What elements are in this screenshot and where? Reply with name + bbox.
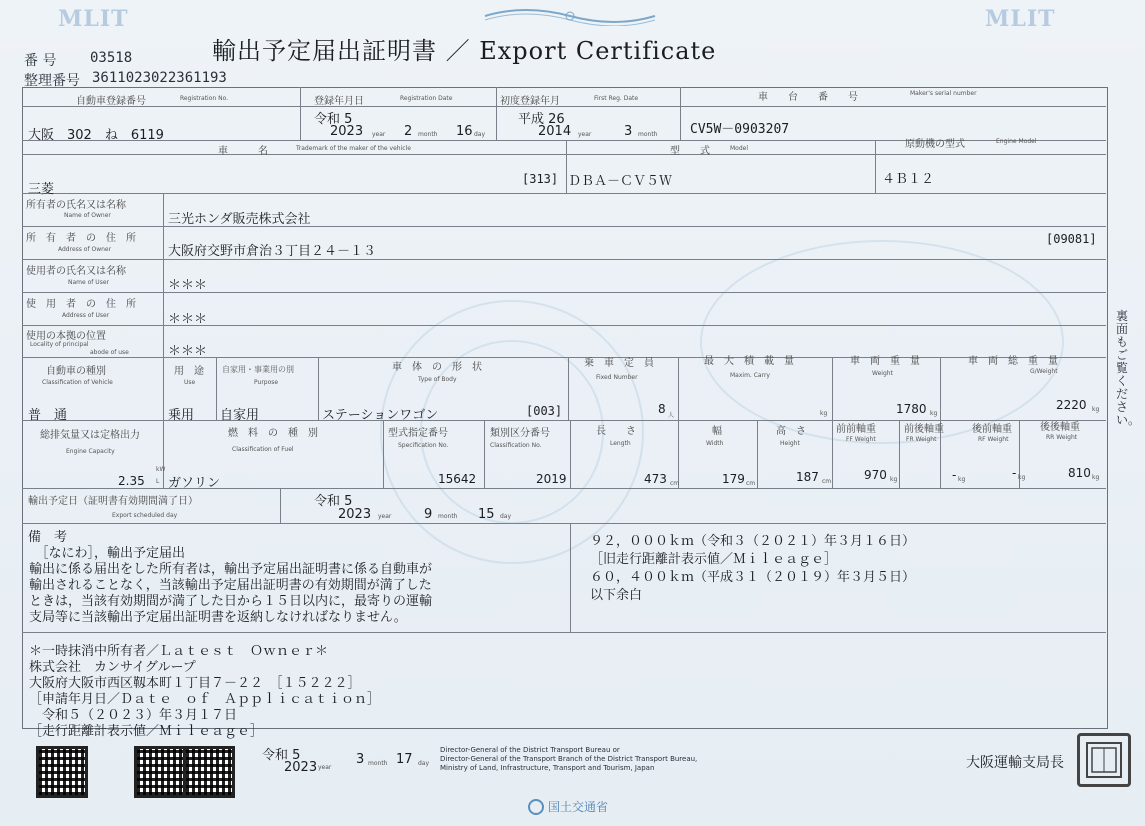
engine-capacity-value: 2.35 (118, 474, 145, 488)
owner-line: 大阪府大阪市西区靱本町１丁目７－２２ ［１５２２２］ (29, 676, 361, 691)
ff-label-en: FF Weight (846, 436, 876, 443)
regdate-era: 令和 5 (314, 112, 353, 127)
carry-label: 最 大 積 載 量 (704, 356, 794, 367)
owner-addr-value: 大阪府交野市倉治３丁目２４－１３ (168, 244, 377, 259)
use-label-en: Use (184, 379, 196, 386)
unit-month: month (438, 513, 458, 520)
owner-line: 株式会社 カンサイグループ (29, 660, 196, 675)
gweight-label: 車 両 総 重 量 (968, 356, 1058, 367)
export-month: 9 (424, 507, 433, 522)
body-value: ステーションワゴン (322, 408, 439, 423)
engine-capacity-label: 総排気量又は定格出力 (40, 430, 140, 441)
capacity-unit: 人 (668, 412, 675, 419)
length-label: 長 さ (596, 426, 636, 437)
office-name: 大阪運輸支局長 (966, 755, 1064, 771)
ministry-name: 国土交通省 (548, 800, 609, 814)
unit-month: month (418, 131, 438, 138)
cls-value: 2019 (536, 472, 567, 486)
width-label: 幅 (712, 426, 722, 437)
fr-label-en: FR Weight (906, 436, 937, 443)
owner-name-label: 所有者の氏名又は名称 (26, 200, 126, 211)
owner-addr-label: 所 有 者 の 住 所 (26, 233, 136, 244)
remarks-line: 支局等に当該輸出予定届出証明書を返納しなければなりません。 (29, 610, 407, 625)
user-name-label-en: Name of User (68, 279, 109, 286)
unit-day: day (500, 513, 512, 520)
kg-unit: kg (890, 476, 898, 483)
gweight-label-en: G/Weight (1030, 368, 1058, 375)
capacity-label-en: Fixed Number (596, 374, 638, 381)
fr-value: - (952, 468, 957, 482)
use-value: 乗用 (168, 408, 195, 423)
purpose-value: 自家用 (220, 408, 260, 423)
regdate-day: 16 (456, 124, 473, 139)
ref-label: 整理番号 (24, 73, 80, 89)
user-addr-label: 使 用 者 の 住 所 (26, 299, 136, 310)
issue-day: 17 (396, 752, 413, 767)
chassis-value: CV5W－0903207 (690, 122, 790, 137)
unit-year: year (378, 513, 392, 520)
qr-code-icon (134, 746, 186, 798)
rr-label: 後後軸重 (1040, 422, 1080, 433)
document-title: 輸出予定届出証明書 ／ Export Certificate (212, 37, 717, 65)
kg-unit: kg (1092, 474, 1100, 481)
cls-label: 類別区分番号 (490, 428, 550, 439)
length-label-en: Length (610, 440, 631, 447)
ornament-icon (480, 4, 660, 26)
ref-value: 3611023022361193 (92, 70, 227, 86)
carry-label-en: Maxim. Carry (730, 372, 770, 379)
rr-value: 810 (1068, 466, 1091, 480)
mileage-line: ９２，０００ｋｍ（令和３（２０２１）年３月１６日） (590, 534, 916, 549)
fuel-label-en: Classification of Fuel (232, 446, 294, 453)
base-value: ＊＊＊ (168, 344, 208, 359)
user-name-label: 使用者の氏名又は名称 (26, 266, 126, 277)
chassis-label-en: Maker's serial number (910, 90, 977, 97)
issuer-line: Director-General of the Transport Branch of the District Transport Bureau, (440, 755, 698, 763)
ff-value: 970 (864, 468, 887, 482)
export-label-en: Export scheduled day (112, 512, 178, 519)
class-value: 普 通 (28, 408, 68, 423)
mileage-line: ６０，４００ｋｍ（平成３１（２０１９）年３月５日） (590, 570, 916, 585)
reg-value: 大阪 302 ね 6119 (28, 128, 164, 143)
issue-month: 3 (356, 752, 365, 767)
model-label: 型 式 (670, 146, 710, 157)
purpose-label-en: Purpose (254, 379, 279, 386)
unit-day: day (474, 131, 486, 138)
spec-value: 15642 (438, 472, 477, 486)
class-label-en: Classification of Vehicle (42, 379, 113, 386)
mlit-logo-right: MLIT (985, 6, 1056, 32)
cm-unit: cm (670, 480, 680, 487)
reg-label: 自動車登録番号 (76, 96, 146, 107)
issuer-line: Ministry of Land, Infrastructure, Transport and Tourism, Japan (440, 764, 655, 772)
engine-label-en: Engine Model (996, 138, 1037, 145)
body-code: [003] (526, 404, 563, 418)
regdate-label: 登録年月日 (314, 96, 364, 107)
issuer-line: Director-General of the District Transport Bureau or (440, 746, 620, 754)
capacity-unit-kw: kW (156, 466, 166, 473)
engine-value: ４Ｂ１２ (882, 172, 935, 187)
unit-day: day (418, 760, 430, 767)
body-label: 車 体 の 形 状 (392, 362, 482, 373)
issue-year: 2023 (284, 760, 318, 775)
rf-label-en: RF Weight (978, 436, 1009, 443)
first-year: 2014 (538, 124, 572, 139)
ff-label: 前前軸重 (836, 424, 876, 435)
owner-name-value: 三光ホンダ販売株式会社 (168, 212, 311, 227)
vehicle-name-label: 車 名 (218, 146, 268, 157)
unit-month: month (638, 131, 658, 138)
weight-value: 1780 (896, 402, 927, 416)
capacity-unit-l: L (156, 478, 160, 485)
rr-label-en: RR Weight (1046, 434, 1078, 441)
kg-unit: kg (958, 476, 966, 483)
owner-line: ［走行距離計表示値／Ｍｉｌｅａｇｅ］ (29, 724, 264, 739)
owner-line: 令和５（２０２３）年３月１７日 (29, 708, 238, 723)
fuel-label: 燃 料 の 種 別 (228, 428, 318, 439)
qr-code-icon (36, 746, 88, 798)
rf-value: - (1012, 466, 1017, 480)
rf-label: 後前軸重 (972, 424, 1012, 435)
serial-label: 番 号 (24, 53, 57, 69)
issue-era: 令和 5 (262, 748, 301, 763)
user-addr-value: ＊＊＊ (168, 312, 208, 327)
regdate-label-en: Registration Date (400, 95, 453, 102)
qr-code-icon (183, 746, 235, 798)
purpose-label: 自家用・事業用の別 (222, 365, 294, 374)
use-label: 用 途 (174, 366, 204, 377)
ministry-mark (528, 798, 608, 815)
owner-addr-code: [09081] (1046, 232, 1097, 246)
height-label: 高 さ (776, 426, 806, 437)
unit-year: year (372, 131, 386, 138)
owner-line: ＊一時抹消中所有者／Ｌａｔｅｓｔ Ｏｗｎｅｒ＊ (29, 644, 329, 659)
export-label: 輸出予定日（証明書有効期間満了日） (28, 496, 198, 507)
base-label: 使用の本拠の位置 (26, 331, 106, 342)
first-era: 平成 26 (518, 112, 565, 127)
owner-line: ［申請年月日／Ｄａｔｅ ｏｆ Ａｐｐｌｉｃａｔｉｏｎ］ (29, 692, 381, 707)
base-label-en2: abode of use (90, 349, 129, 356)
reg-label-en: Registration No. (180, 95, 229, 102)
owner-name-label-en: Name of Owner (64, 212, 111, 219)
cm-unit: cm (746, 480, 756, 487)
first-month: 3 (624, 124, 633, 139)
unit-year: year (318, 764, 332, 771)
length-value: 473 (644, 472, 667, 486)
mlit-logo-left: MLIT (58, 6, 129, 32)
mileage-line: ［旧走行距離計表示値／Ｍｉｌｅａｇｅ］ (590, 552, 838, 567)
carry-unit: kg (820, 410, 828, 417)
regdate-month: 2 (404, 124, 413, 139)
export-era: 令和 5 (314, 494, 353, 509)
user-addr-label-en: Address of User (62, 312, 110, 319)
model-label-en: Model (730, 145, 749, 152)
user-name-value: ＊＊＊ (168, 278, 208, 293)
weight-label-en: Weight (872, 370, 893, 377)
kg-unit: kg (1092, 406, 1100, 413)
side-note: 裏面もご覧ください。 (1116, 309, 1141, 427)
ministry-logo-icon (528, 799, 544, 815)
model-code: [313] (522, 172, 559, 186)
seal-icon (1084, 740, 1124, 780)
remarks-line: ［なにわ］，輸出予定届出 (29, 546, 186, 561)
unit-year: year (578, 131, 592, 138)
serial-value: 03518 (90, 50, 133, 66)
height-label-en: Height (780, 440, 800, 447)
first-label: 初度登録年月 (500, 96, 560, 107)
cm-unit: cm (822, 478, 832, 485)
width-value: 179 (722, 472, 745, 486)
weight-label: 車 両 重 量 (850, 356, 920, 367)
remarks-line: 輸出されることなく，当該輸出予定届出証明書の有効期間が満了した (29, 578, 432, 593)
height-value: 187 (796, 470, 819, 484)
spec-label-en: Specification No. (398, 442, 449, 449)
fuel-value: ガソリン (168, 476, 221, 491)
vehicle-name-value: 三菱 (28, 182, 55, 197)
kg-unit: kg (1018, 474, 1026, 481)
gweight-value: 2220 (1056, 398, 1087, 412)
base-label-en1: Locality of principal (30, 341, 89, 348)
export-day: 15 (478, 507, 495, 522)
official-seal (1077, 733, 1131, 787)
body-label-en: Type of Body (418, 376, 457, 383)
remarks-label: 備 考 (28, 530, 68, 545)
unit-month: month (368, 760, 388, 767)
regdate-year: 2023 (330, 124, 364, 139)
export-year: 2023 (338, 507, 372, 522)
chassis-label: 車 台 番 号 (758, 92, 858, 103)
fr-label: 前後軸重 (904, 424, 944, 435)
kg-unit: kg (930, 410, 938, 417)
remarks-line: 輸出に係る届出をした所有者は，輸出予定届出証明書に係る自動車が (29, 562, 433, 577)
owner-addr-label-en: Address of Owner (58, 246, 112, 253)
model-value: ＤＢＡ－ＣＶ５Ｗ (568, 174, 673, 189)
capacity-value: 8 (658, 402, 666, 416)
first-label-en: First Reg. Date (594, 95, 639, 102)
spec-label: 型式指定番号 (388, 428, 448, 439)
class-label: 自動車の種別 (46, 366, 106, 377)
engine-capacity-label-en: Engine Capacity (66, 448, 115, 455)
mileage-line: 以下余白 (590, 588, 643, 603)
capacity-label: 乗 車 定 員 (584, 358, 654, 369)
cls-label-en: Classification No. (490, 442, 542, 449)
width-label-en: Width (706, 440, 724, 447)
remarks-line: ときは，当該有効期間が満了した日から１５日以内に，最寄りの運輸 (29, 594, 433, 609)
vehicle-name-label-en: Trademark of the maker of the vehicle (296, 145, 411, 152)
engine-label: 原動機の型式 (905, 139, 965, 150)
